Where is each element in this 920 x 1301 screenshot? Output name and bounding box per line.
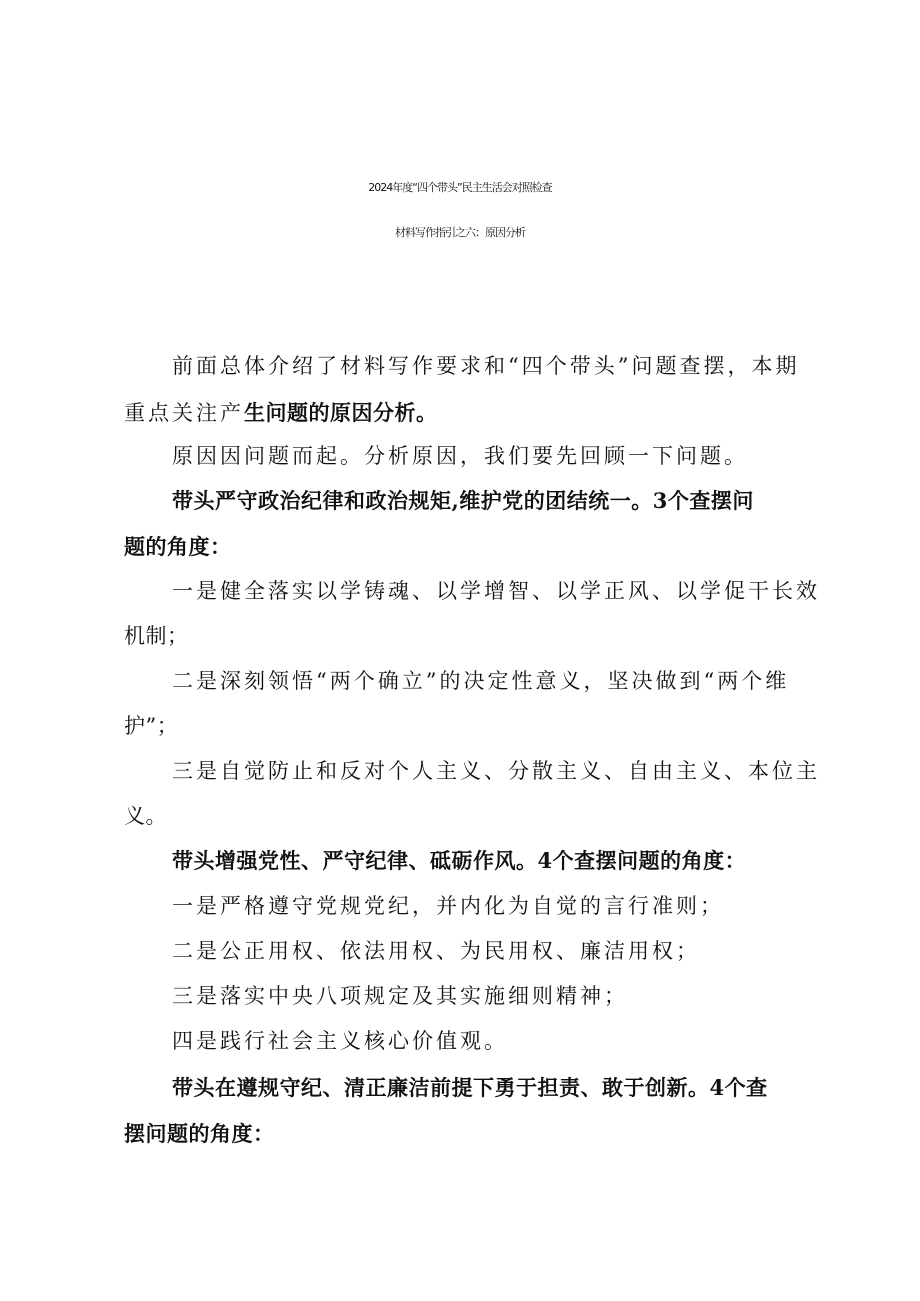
section-2-item-4: 四是践行社会主义核心价值观。 xyxy=(172,1029,508,1053)
paragraph-intro-line-2 xyxy=(124,398,438,428)
section-heading-1-line-2: 题的角度： xyxy=(124,534,232,559)
section-2-item-3: 三是落实中央八项规定及其实施细则精神； xyxy=(172,984,628,1008)
section-heading-2: 带头增强党性、严守纪律、砥砺作风。4个查摆问题的角度： xyxy=(172,848,747,873)
section-1-item-2-line-2: 护”； xyxy=(124,714,179,738)
section-2-item-2: 二是公正用权、依法用权、为民用权、廉洁用权； xyxy=(172,939,700,963)
paragraph-intro-line-2-normal: 重点关注产 xyxy=(124,401,244,425)
section-1-item-1-line-1: 一是健全落实以学铸魂、以学增智、以学正风、以学促干长效 xyxy=(172,579,820,603)
document-title-line-1: 2024年度“四个带头”民主生活会对照检查 xyxy=(368,181,552,194)
paragraph-cause-line: 原因因问题而起。分析原因，我们要先回顾一下问题。 xyxy=(172,444,748,468)
paragraph-intro-line-1: 前面总体介绍了材料写作要求和“四个带头”问题查摆，本期 xyxy=(172,354,800,378)
section-heading-3-line-2: 摆问题的角度： xyxy=(124,1121,275,1146)
section-heading-3-line-1: 带头在遵规守纪、清正廉洁前提下勇于担责、敢于创新。4个查 xyxy=(172,1075,768,1100)
section-1-item-1-line-2: 机制； xyxy=(124,624,189,648)
document-title-line-2: 材料写作指引之六：原因分析 xyxy=(395,226,525,239)
paragraph-intro-line-2-bold: 生问题的原因分析。 xyxy=(244,400,438,425)
section-2-item-1: 一是严格遵守党规党纪，并内化为自觉的言行准则； xyxy=(172,894,724,918)
section-1-item-3-line-1: 三是自觉防止和反对个人主义、分散主义、自由主义、本位主 xyxy=(172,759,820,783)
section-1-item-2-line-1: 二是深刻领悟“两个确立”的决定性意义，坚决做到“两个维 xyxy=(172,669,790,693)
section-1-item-3-line-2: 义。 xyxy=(124,804,167,828)
section-heading-1-line-1: 带头严守政治纪律和政治规矩,维护党的团结统一。3个查摆问 xyxy=(172,488,754,513)
